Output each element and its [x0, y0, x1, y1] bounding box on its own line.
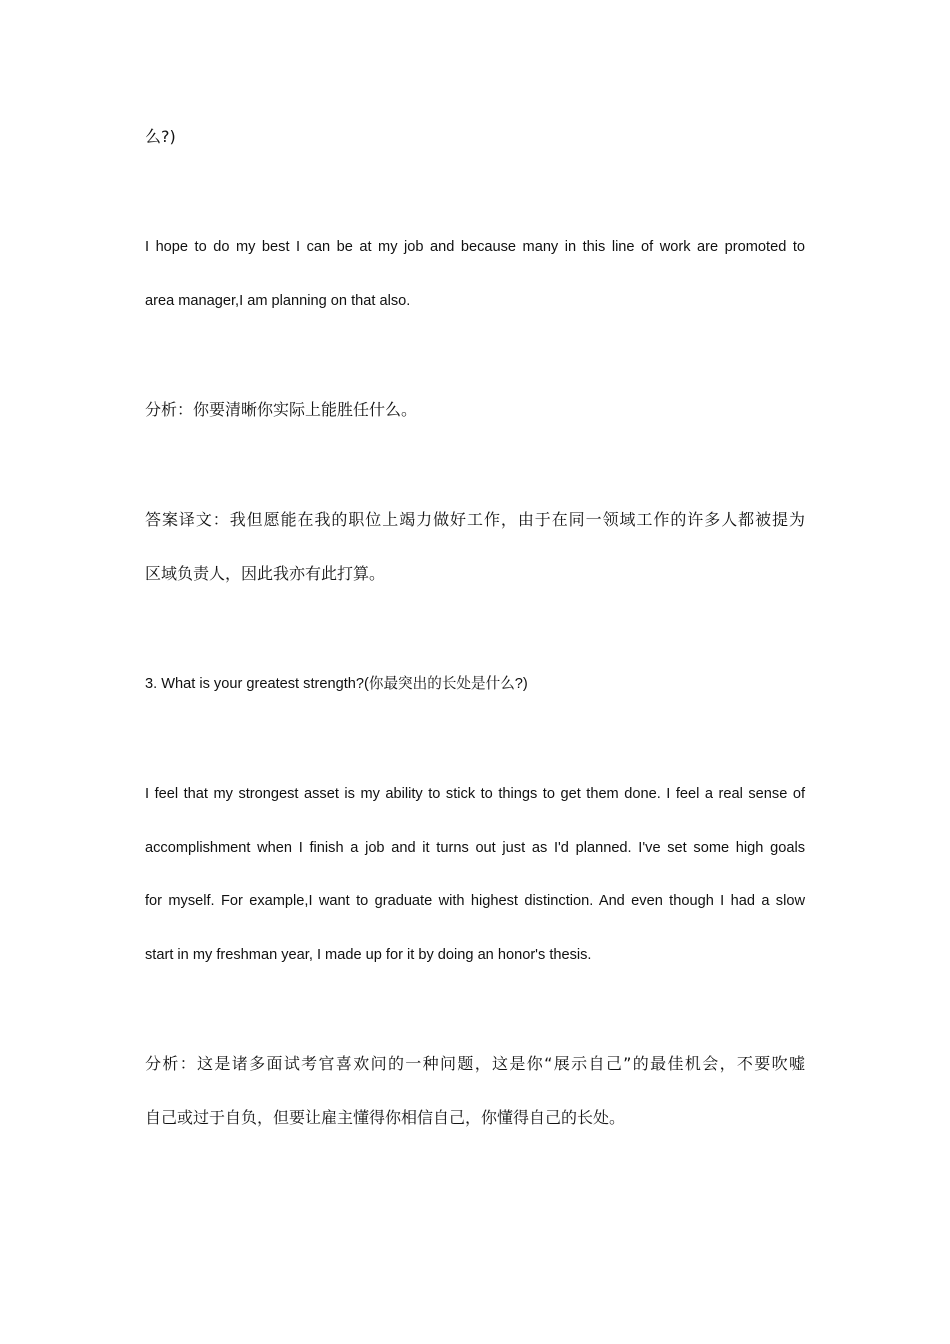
strength-answer-line-2: accomplishment when I finish a job and it turns out just as I'd planned. I've set some high goals: [145, 840, 805, 856]
strength-answer-line-1: I feel that my strongest asset is my ability to stick to things to get them done. I feel a real sense of: [145, 786, 805, 802]
strength-answer-line-3: for myself. For example,I want to graduate with highest distinction. And even though I had a slow: [145, 893, 805, 909]
strength-analysis-line-1: 分析：这是诸多面试考官喜欢问的一种问题，这是你“展示自己”的最佳机会，不要吹嘘: [145, 1054, 805, 1073]
answer-english-line-2: area manager,I am planning on that also.: [145, 293, 411, 309]
text-line-continuation: 么?): [145, 127, 176, 146]
answer-english-line-1: I hope to do my best I can be at my job and because many in this line of work are promoted to: [145, 239, 805, 255]
answer-translation-line-1: 答案译文：我但愿能在我的职位上竭力做好工作，由于在同一领域工作的许多人都被提为: [145, 510, 805, 529]
answer-translation-line-2: 区域负责人，因此我亦有此打算。: [145, 564, 386, 583]
strength-analysis-line-2: 自己或过于自负，但要让雇主懂得你相信自己，你懂得自己的长处。: [145, 1108, 626, 1127]
strength-answer-line-4: start in my freshman year, I made up for it by doing an honor's thesis.: [145, 947, 592, 963]
question-heading: 3. What is your greatest strength?(你最突出的长处是什么?): [145, 676, 528, 692]
analysis-line: 分析：你要清晰你实际上能胜任什么。: [145, 400, 418, 419]
